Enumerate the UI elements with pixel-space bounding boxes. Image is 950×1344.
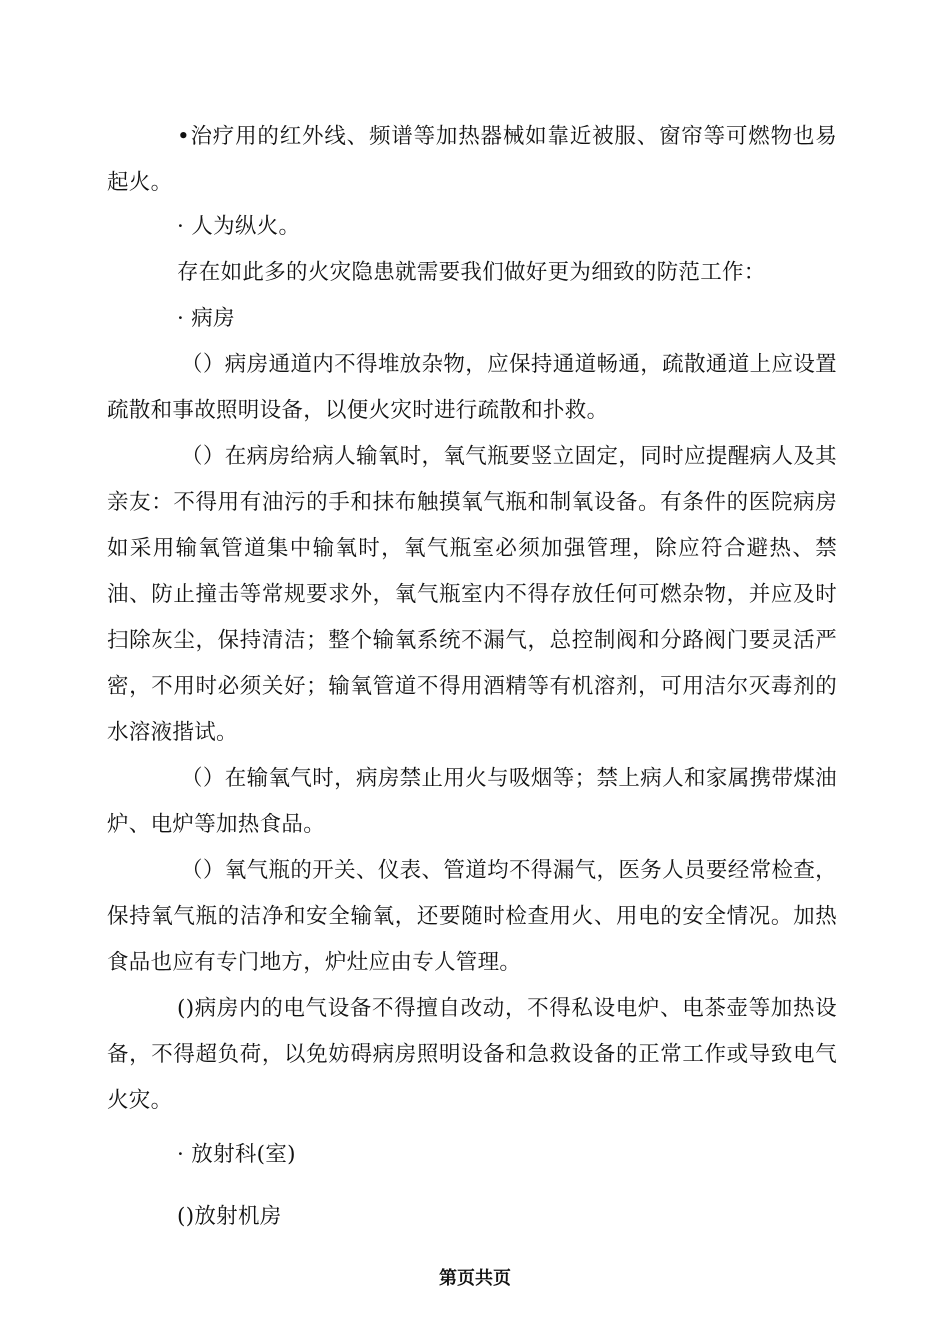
paragraph-radiology-room: ()放射机房: [177, 1204, 282, 1229]
paragraph-heater-fire: •治疗用的红外线、频谱等加热器械如靠近被服、窗帘等可燃物也易起火。: [107, 124, 837, 195]
paragraph-oxygen-bottle-check: （）氧气瓶的开关、仪表、管道均不得漏气，医务人员要经常检查，保持氧气瓶的洁净和安全输氧，还要随时检查用火、用电的安全情况。加热食品也应有专门地方，炉灶应由专人管理。: [107, 858, 837, 975]
paragraph-electrical-equipment: ()病房内的电气设备不得擅自改动，不得私设电炉、电茶壶等加热设备，不得超负荷，以免妨碍病房照明设备和急救设备的正常工作或导致电气火灾。: [107, 996, 837, 1113]
section-heading-radiology: · 放射科(室): [177, 1142, 296, 1167]
paragraph-oxygen-supply: （）在病房给病人输氧时，氧气瓶要竖立固定，同时应提醒病人及其亲友：不得用有油污的手和抹布触摸氧气瓶和制氧设备。有条件的医院病房如采用输氧管道集中输氧时，氧气瓶室必须加强管理，除应符合避热、禁油、防止撞击等常规要求外，氧气瓶室内不得存放任何可燃杂物，并应及时扫除灰尘，保持清洁；整个输氧系统不漏气，总控制阀和分路阀门要灵活严密，不用时必须关好；输氧管道不得用酒精等有机溶剂，可用洁尔灭毒剂的水溶液揩试。: [107, 444, 837, 745]
paragraph-prevention-intro: 存在如此多的火灾隐患就需要我们做好更为细致的防范工作：: [177, 260, 766, 285]
paragraph-ward-corridor: （）病房通道内不得堆放杂物，应保持通道畅通，疏散通道上应设置疏散和事故照明设备，以便火灾时进行疏散和扑救。: [107, 352, 837, 423]
section-heading-ward: · 病房: [177, 306, 235, 331]
paragraph-no-fire-smoking: （）在输氧气时，病房禁止用火与吸烟等；禁上病人和家属携带煤油炉、电炉等加热食品。: [107, 766, 837, 837]
page-footer: 第页共页: [439, 1268, 511, 1289]
paragraph-arson: · 人为纵火。: [177, 214, 301, 239]
